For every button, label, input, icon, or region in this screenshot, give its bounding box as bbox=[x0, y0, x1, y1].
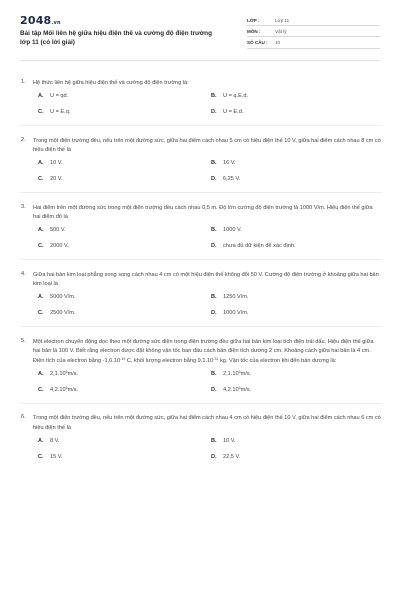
exponent: -31 bbox=[213, 356, 219, 361]
logo-suffix: .vn bbox=[51, 20, 61, 26]
option-b[interactable] bbox=[211, 160, 371, 166]
document-header bbox=[20, 14, 380, 56]
option-base: 2,1.10 bbox=[223, 370, 239, 377]
option-letter: A. bbox=[38, 93, 44, 100]
option-text: U = E.q. bbox=[50, 109, 71, 116]
question-3 bbox=[21, 204, 381, 249]
option-letter: A. bbox=[38, 227, 44, 234]
option-text: 10 V. bbox=[223, 437, 236, 444]
meta-count-value: 10 bbox=[275, 39, 281, 45]
meta-subject-value: Vật lý bbox=[275, 28, 287, 34]
option-letter: C. bbox=[38, 109, 44, 116]
option-letter: C. bbox=[38, 453, 44, 460]
option-letter: B. bbox=[211, 160, 217, 167]
option-unit: m/s. bbox=[240, 370, 252, 377]
option-c[interactable] bbox=[38, 387, 211, 393]
option-text: 1000 V. bbox=[223, 227, 242, 234]
option-letter: A. bbox=[38, 370, 44, 377]
answer-options bbox=[38, 93, 381, 115]
question-text: Giữa hai bản kim loại phẳng song song cách nhau 4 cm có một hiệu điện thế không đổi 50 V. Cường độ điện trường ở khoảng giữa hai bản kim loại là bbox=[33, 272, 379, 288]
option-text: 16 V. bbox=[223, 160, 236, 167]
option-b[interactable] bbox=[211, 371, 371, 377]
meta-class-row bbox=[247, 15, 380, 26]
meta-class-value: Lớp 11 bbox=[275, 17, 290, 23]
option-text: 2500 V/m. bbox=[50, 310, 76, 317]
exponent: -19 bbox=[120, 356, 126, 361]
option-unit: m/s. bbox=[67, 386, 79, 393]
option-c[interactable] bbox=[38, 176, 211, 182]
option-a[interactable] bbox=[38, 438, 211, 444]
question-text bbox=[33, 338, 381, 366]
option-d[interactable] bbox=[211, 176, 371, 182]
option-letter: D. bbox=[211, 453, 217, 460]
option-b[interactable] bbox=[211, 93, 371, 99]
question-number: 4. bbox=[21, 271, 26, 278]
option-letter: D. bbox=[211, 310, 217, 317]
exponent: 6 bbox=[65, 369, 68, 374]
option-text bbox=[223, 387, 251, 393]
option-a[interactable] bbox=[38, 371, 211, 377]
option-text: 500 V. bbox=[50, 227, 66, 234]
exponent: 5 bbox=[238, 369, 241, 374]
option-letter: D. bbox=[211, 243, 217, 250]
option-text: U = E.d. bbox=[223, 109, 244, 116]
question-text-part: Một electron chuyển động dọc theo một đường sức điện trong điện trường đều giữa hai bản kim loại tích điện trái dấu. Hiệu điện thế giữa hai bản là 100 V. Biết rằng electron được đặt không vận tốc ban đầu cách bản điện tích dương 2 cm. Khoảng cách giữa hai bản là 4 cm. Điện tích của electron bằng -1,6.10 bbox=[33, 339, 374, 364]
answer-options bbox=[38, 160, 381, 182]
option-letter: B. bbox=[211, 93, 217, 100]
option-text: U = qd. bbox=[50, 93, 69, 100]
option-letter: C. bbox=[38, 310, 44, 317]
option-letter: B. bbox=[211, 294, 217, 301]
option-letter: D. bbox=[211, 176, 217, 183]
option-letter: D. bbox=[211, 386, 217, 393]
option-text: U = q.E.d. bbox=[223, 93, 249, 100]
meta-subject-label: MÔN : bbox=[247, 28, 261, 34]
option-text: chưa đủ dữ kiện để xác định. bbox=[223, 243, 296, 250]
question-text: Hệ thức liên hệ giữa hiệu điện thế và cường độ điện trường là: bbox=[33, 80, 189, 86]
option-letter: B. bbox=[211, 370, 217, 377]
option-d[interactable] bbox=[211, 310, 371, 316]
question-separator bbox=[20, 259, 382, 260]
option-d[interactable] bbox=[211, 243, 371, 249]
option-text bbox=[50, 371, 78, 377]
option-text: 10 V. bbox=[50, 160, 63, 167]
option-a[interactable] bbox=[38, 227, 211, 233]
option-c[interactable] bbox=[38, 454, 211, 460]
question-4 bbox=[21, 271, 381, 316]
answer-options bbox=[38, 438, 381, 460]
option-letter: D. bbox=[211, 109, 217, 116]
question-number: 3. bbox=[21, 203, 26, 210]
question-text-part: kg. Vận tốc của electron khi đến bản dương là: bbox=[218, 357, 337, 364]
option-a[interactable] bbox=[38, 160, 211, 166]
option-a[interactable] bbox=[38, 93, 211, 99]
option-letter: A. bbox=[38, 160, 44, 167]
option-unit: m/s. bbox=[67, 370, 79, 377]
question-separator bbox=[20, 403, 382, 404]
option-text: 8 V. bbox=[50, 437, 60, 444]
option-d[interactable] bbox=[211, 109, 371, 115]
option-letter: A. bbox=[38, 437, 44, 444]
question-text: Hai điểm trên một đường sức trong một điện trường đều cách nhau 0,5 m. Độ lớn cường độ điện trường là 1000 V/m. Hiệu điện thế giữa hai điểm đó là bbox=[33, 204, 373, 221]
question-number: 2. bbox=[21, 136, 26, 143]
option-letter: B. bbox=[211, 437, 217, 444]
meta-count-row bbox=[247, 37, 380, 48]
option-b[interactable] bbox=[211, 227, 371, 233]
question-text: Trong một điện trường đều, nếu trên một đường sức, giữa hai điểm cách nhau 5 cm có hiệu điện thế 10 V, giữa hai điểm cách nhau 8 cm có hiệu điện thế là bbox=[33, 137, 381, 154]
question-6 bbox=[21, 414, 381, 459]
exponent: 6 bbox=[65, 385, 68, 390]
question-list bbox=[21, 79, 381, 460]
document-title: Bài tập Mối liên hệ giữa hiệu điện thế và cường độ điện trường lớp 11 (có lời giải) bbox=[20, 30, 212, 46]
option-text: 15 V. bbox=[50, 453, 63, 460]
option-d[interactable] bbox=[211, 387, 371, 393]
exponent: 5 bbox=[238, 385, 241, 390]
question-separator bbox=[20, 125, 382, 126]
option-letter: A. bbox=[38, 294, 44, 301]
question-number: 1. bbox=[21, 79, 26, 85]
question-5 bbox=[21, 338, 381, 393]
header-divider bbox=[20, 60, 380, 61]
option-d[interactable] bbox=[211, 454, 371, 460]
question-separator bbox=[20, 326, 382, 327]
option-text: 5000 V/m. bbox=[50, 294, 76, 301]
option-base: 4,2.10 bbox=[223, 386, 239, 393]
option-a[interactable] bbox=[38, 294, 211, 300]
option-text: 20 V. bbox=[50, 176, 63, 183]
meta-subject-row bbox=[247, 26, 380, 37]
question-2 bbox=[21, 137, 381, 182]
option-text: 1250 V/m. bbox=[223, 294, 249, 301]
option-c[interactable] bbox=[38, 310, 211, 316]
question-number: 5. bbox=[21, 338, 26, 345]
option-text bbox=[223, 371, 251, 377]
meta-count-label: SỐ CÂU : bbox=[247, 39, 268, 45]
question-number: 6. bbox=[21, 414, 26, 421]
option-b[interactable] bbox=[211, 438, 371, 444]
logo-text: 2048 bbox=[20, 14, 52, 27]
question-text-part: C, khối lượng electron bằng 9,1.10 bbox=[125, 357, 214, 364]
option-base: 4,2.10 bbox=[50, 386, 66, 393]
document-meta bbox=[247, 15, 380, 49]
answer-options bbox=[38, 294, 381, 316]
option-c[interactable] bbox=[38, 243, 211, 249]
answer-options bbox=[38, 227, 381, 249]
option-base: 2,1.10 bbox=[50, 370, 66, 377]
option-text: 22,5 V. bbox=[223, 453, 241, 460]
option-text: 2000 V. bbox=[50, 243, 69, 250]
question-1 bbox=[21, 79, 381, 115]
option-letter: C. bbox=[38, 176, 44, 183]
option-unit: m/s. bbox=[240, 386, 252, 393]
option-text bbox=[50, 387, 78, 393]
option-text: 1000 V/m. bbox=[223, 310, 249, 317]
question-separator bbox=[20, 192, 382, 193]
option-b[interactable] bbox=[211, 294, 371, 300]
option-text: 6,25 V. bbox=[223, 176, 241, 183]
option-letter: C. bbox=[38, 386, 44, 393]
option-c[interactable] bbox=[38, 109, 211, 115]
meta-class-label: LỚP : bbox=[247, 17, 260, 23]
option-letter: B. bbox=[211, 227, 217, 234]
option-letter: C. bbox=[38, 243, 44, 250]
question-text: Trong một điện trường đều, nếu trên một đường sức, giữa hai điểm cách nhau 4 cm có hiệu điện thế 10 V, giữa hai điểm cách nhau 6 cm có hiệu điện thế là bbox=[33, 415, 381, 431]
answer-options bbox=[38, 371, 381, 393]
